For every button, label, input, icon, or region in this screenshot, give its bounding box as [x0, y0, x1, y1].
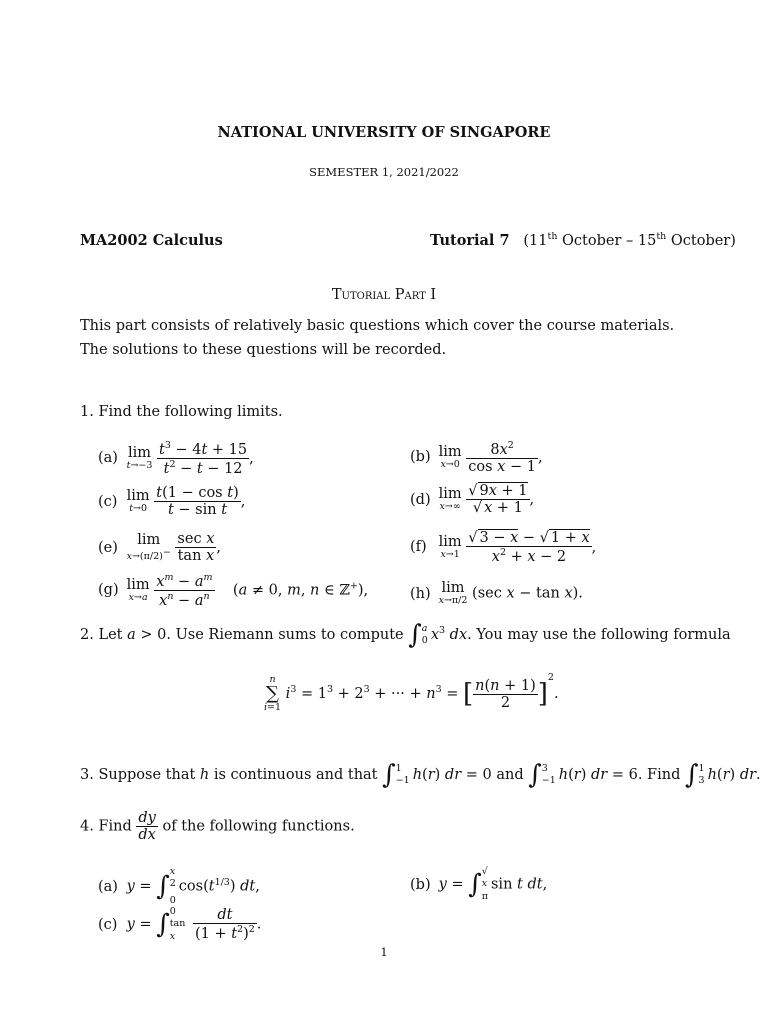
q4-label-c: (c) — [98, 916, 118, 933]
tutorial-number: Tutorial 7 — [430, 231, 510, 249]
label-f: (f) — [410, 539, 427, 556]
date-start-suffix: th — [547, 231, 558, 242]
label-g: (g) — [98, 582, 119, 599]
page-number: 1 — [380, 945, 388, 959]
q4-text-a: Find — [98, 818, 137, 835]
limit-h: (h) lim x→π/2 (sec x − tan x). — [410, 580, 583, 607]
limit-a: (a) lim t→−3 $\frac{t^3 - 4t + 15}{t^2 - t - 12}$ , — [98, 440, 254, 477]
q3-text-b: is continuous and that — [209, 767, 383, 783]
limit-f: (f) lim x→1 $\frac{√ 3 - x - √ 1 + x}{x^2 + x - 2}$ , — [410, 530, 597, 565]
date-start-month: October — [562, 232, 622, 249]
q3-number: 3. — [80, 767, 94, 783]
label-b: (b) — [410, 449, 431, 466]
question-3: 3. Suppose that h is continuous and that ∫ 1 −1 h(r) dr = 0 and ∫ 3 −1 h(r) dr = 6. Find ∫ 1 3 h(r) dr. — [80, 760, 761, 790]
q3-text-a: Suppose that — [98, 767, 200, 783]
semester-label: SEMESTER 1, 2021/2022 — [309, 165, 459, 179]
question-2: 2. Let a > 0. Use Riemann sums to compute ∫ a 0 $x^3$ dx. You may use the following formula — [80, 620, 731, 650]
question-1 — [80, 404, 283, 420]
label-a: (a) — [98, 450, 118, 467]
limit-c: (c) lim t→0 $\frac{\text{t(1 − cos t)}}{\text{t − sin t}}$ , — [98, 485, 246, 518]
date-end-day: 15 — [637, 232, 657, 249]
label-d: (d) — [410, 491, 431, 508]
q4-text-b: of the following functions. — [157, 818, 355, 835]
q4-label-b: (b) — [410, 876, 431, 893]
course-code: MA2002 Calculus — [80, 232, 223, 249]
limit-e: (e) lim x→(π/2)− $\frac{\text{sec x}}{\text{tan x}}$ , — [98, 531, 221, 564]
q2-text-b: > 0. Use Riemann sums to compute — [135, 627, 409, 643]
function-c: (c) y = ∫ 0 tan x $\frac{dt}{(1 + t^2)^2}$ . — [98, 906, 262, 942]
function-b: (b) y = ∫ √ x π sin t dt, — [410, 866, 548, 902]
limit-g: (g) lim x→a $\frac{x^m - a^m}{x^n - a^n}$ (a ≠ 0, m, n ∈ ℤ+), — [98, 572, 369, 609]
label-e: (e) — [98, 539, 118, 556]
section-title: Tutorial Part I — [331, 287, 437, 303]
q3-text-c: and — [491, 767, 529, 783]
tutorial-info: Tutorial 7 (11th October – 15th October) — [430, 231, 736, 249]
question-4: 4. Find $\frac{dy}{dx}$ of the following functions. — [80, 810, 355, 843]
limit-b: (b) lim x→0 $\frac{8x^2}{\text{cos x − 1}}$ , — [410, 440, 543, 475]
q1-text: Find the following limits. — [98, 404, 283, 420]
q4-label-a: (a) — [98, 878, 118, 895]
limit-d: (d) lim x→∞ $\frac{√ 9x + 1}{√ x + 1}$ , — [410, 483, 535, 516]
q3-text-d: . Find — [637, 767, 685, 783]
date-end-month: October — [670, 232, 731, 249]
q2-number: 2. — [80, 627, 94, 643]
date-start-day: 11 — [529, 232, 548, 249]
label-h: (h) — [410, 585, 431, 602]
label-c: (c) — [98, 493, 118, 510]
function-a: (a) y = ∫ x $^2$ 0 $\cos(t^{1/3})$ dt, — [98, 866, 260, 906]
q2-text-a: Let — [98, 627, 128, 643]
q4-number: 4. — [80, 818, 94, 835]
date-end-suffix: th — [656, 231, 667, 242]
q1-number: 1. — [80, 404, 94, 420]
sum-formula: n ∑ i=1 $i^3 = 1^3 + 2^3$ + ··· + $n^3$ = [ $\frac{n(n + 1)}{2}$ ]$^2$. — [264, 672, 559, 714]
q2-text-c: . You may use the following formula — [467, 627, 731, 643]
university-title: NATIONAL UNIVERSITY OF SINGAPORE — [217, 124, 551, 141]
intro-paragraph: This part consists of relatively basic questions which cover the course materials. The solutions to these questions will be recorded. — [80, 318, 675, 358]
